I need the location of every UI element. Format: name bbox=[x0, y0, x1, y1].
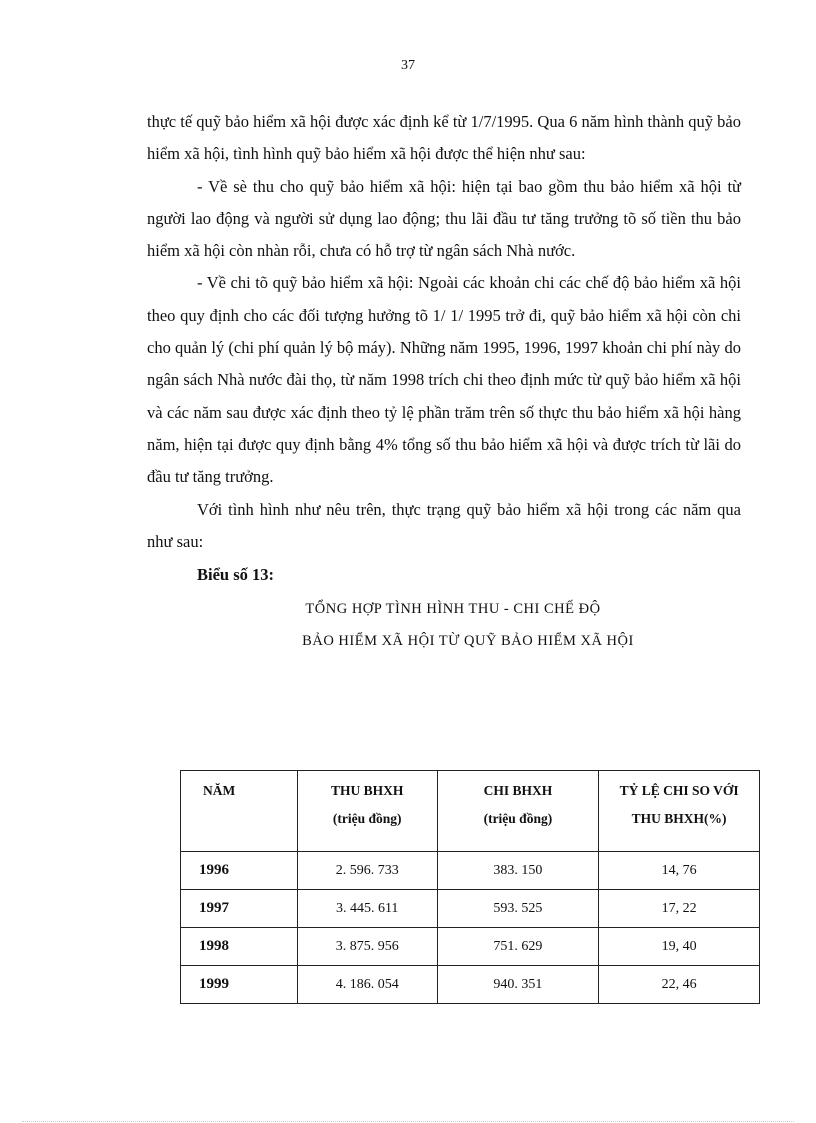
cell-year: 1996 bbox=[181, 852, 298, 890]
header-ratio: TỶ LỆ CHI SO VỚI THU BHXH(%) bbox=[599, 771, 760, 852]
cell-ratio: 14, 76 bbox=[599, 852, 760, 890]
paragraph: thực tế quỹ bảo hiểm xã hội được xác định kể từ 1/7/1995. Qua 6 năm hình thành quỹ bảo hiểm xã hội, tình hình quỹ bảo hiểm xã hội được thể hiện như sau: bbox=[147, 112, 741, 164]
header-chi: CHI BHXH (triệu đồng) bbox=[437, 771, 599, 852]
cell-chi: 593. 525 bbox=[437, 890, 599, 928]
table-row bbox=[181, 928, 760, 966]
header-thu: THU BHXH (triệu đồng) bbox=[297, 771, 437, 852]
cell-ratio: 22, 46 bbox=[599, 966, 760, 1004]
paragraph: Với tình hình như nêu trên, thực trạng quỹ bảo hiểm xã hội trong các năm qua như sau: bbox=[147, 499, 741, 551]
paragraph: - Về sè thu cho quỹ bảo hiểm xã hội: hiện tại bao gồm thu bảo hiểm xã hội từ người lao động và người sử dụng lao động; thu lãi đầu tư tăng trưởng tõ số tiền thu bảo hiểm xã hội còn nhàn rỗi, chưa có hỗ trợ từ ngân sách Nhà nước. bbox=[147, 176, 741, 261]
cell-chi: 940. 351 bbox=[437, 966, 599, 1004]
cell-year: 1999 bbox=[181, 966, 298, 1004]
table-row bbox=[181, 852, 760, 890]
paragraph: - Về chi tõ quỹ bảo hiểm xã hội: Ngoài các khoản chi các chế độ bảo hiểm xã hội theo quy định cho các đối tượng hưởng tõ 1/ 1/ 1995 trở đi, quỹ bảo hiểm xã hội còn chi cho quản lý (chi phí quản lý bộ máy). Những năm 1995, 1996, 1997 khoản chi phí này do ngân sách Nhà nước đài thọ, từ năm 1998 trích chi theo định mức từ quỹ bảo hiểm xã hội và các năm sau được xác định theo tỷ lệ phần trăm trên số thực thu bảo hiểm xã hội hàng năm, hiện tại được quy định bằng 4% tổng số thu bảo hiểm xã hội và được trích từ lãi do đầu tư tăng trưởng. bbox=[147, 273, 741, 487]
table-label: Biểu số 13: bbox=[197, 565, 275, 585]
page-number: 37 bbox=[401, 58, 415, 73]
cell-thu: 3. 875. 956 bbox=[297, 928, 437, 966]
cell-chi: 751. 629 bbox=[437, 928, 599, 966]
table-row bbox=[181, 966, 760, 1004]
cell-year: 1998 bbox=[181, 928, 298, 966]
table-title-line-1: TỔNG HỢP TÌNH HÌNH THU - CHI CHẾ ĐỘ bbox=[305, 601, 601, 618]
cell-ratio: 17, 22 bbox=[599, 890, 760, 928]
table-header-row bbox=[181, 771, 760, 852]
page-bottom-divider bbox=[22, 1121, 794, 1122]
cell-year: 1997 bbox=[181, 890, 298, 928]
cell-thu: 4. 186. 054 bbox=[297, 966, 437, 1004]
cell-thu: 3. 445. 611 bbox=[297, 890, 437, 928]
document-body bbox=[147, 106, 741, 657]
header-year: NĂM bbox=[181, 771, 298, 852]
cell-ratio: 19, 40 bbox=[599, 928, 760, 966]
table-title-line-2: BẢO HIỂM XÃ HỘI TỪ QUỸ BẢO HIỂM XÃ HỘI bbox=[302, 633, 634, 650]
table-row bbox=[181, 890, 760, 928]
cell-chi: 383. 150 bbox=[437, 852, 599, 890]
fund-table bbox=[180, 770, 760, 1004]
cell-thu: 2. 596. 733 bbox=[297, 852, 437, 890]
